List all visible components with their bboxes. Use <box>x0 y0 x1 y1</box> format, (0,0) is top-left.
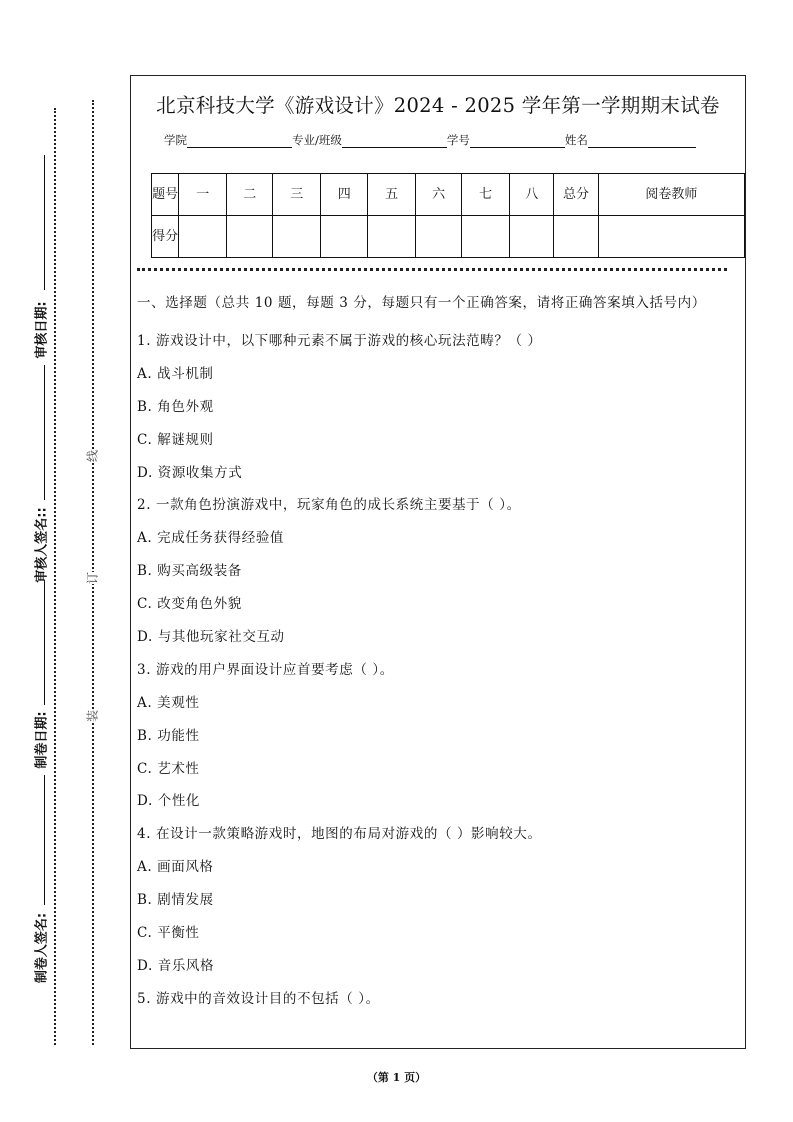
signature-line <box>44 155 45 290</box>
student-id-field[interactable] <box>470 133 565 148</box>
option: B. 购买高级装备 <box>137 563 242 580</box>
name-field[interactable] <box>588 133 696 148</box>
student-info <box>164 132 696 148</box>
college-label: 学院 <box>164 133 187 147</box>
question: 4. 在设计一款策略游戏时，地图的布局对游戏的（ ）影响较大。 <box>137 826 542 843</box>
score-cell[interactable] <box>368 216 416 258</box>
mark-zhuang: 装 <box>85 709 100 723</box>
row-label: 题号 <box>152 174 179 216</box>
maker-sign-label: 制卷人签名: <box>34 912 50 984</box>
option: D. 资源收集方式 <box>137 464 243 481</box>
header-cell: 七 <box>462 174 510 216</box>
question: 2. 一款角色扮演游戏中，玩家角色的成长系统主要基于（ ）。 <box>137 497 521 514</box>
row-label: 得分 <box>152 216 179 258</box>
header-cell: 三 <box>273 174 321 216</box>
major-label: 专业/班级 <box>292 133 342 147</box>
option: A. 画面风格 <box>137 859 214 876</box>
college-field[interactable] <box>187 133 292 148</box>
option: A. 美观性 <box>137 694 200 711</box>
option: C. 艺术性 <box>137 760 200 777</box>
score-cell[interactable] <box>510 216 554 258</box>
option: B. 功能性 <box>137 727 200 744</box>
option: B. 角色外观 <box>137 398 214 415</box>
student-id-label: 学号 <box>446 133 470 147</box>
table-row <box>152 216 745 258</box>
score-cell[interactable] <box>598 216 744 258</box>
option: C. 平衡性 <box>137 925 200 942</box>
separator-dotted <box>137 268 727 271</box>
header-cell: 四 <box>321 174 368 216</box>
exam-title: 北京科技大学《游戏设计》2024 - 2025 学年第一学期期末试卷 <box>156 94 720 117</box>
exam-frame <box>130 75 746 1049</box>
score-cell[interactable] <box>416 216 462 258</box>
binding-dotted-line-outer <box>54 108 56 1045</box>
major-field[interactable] <box>342 133 447 148</box>
mark-ding: 订 <box>85 571 100 585</box>
option: C. 解谜规则 <box>137 431 214 448</box>
header-cell: 八 <box>510 174 554 216</box>
signature-line <box>44 580 45 705</box>
page-number: （第 1 页） <box>366 1071 427 1084</box>
header-cell: 总分 <box>554 174 598 216</box>
option: D. 音乐风格 <box>137 957 215 974</box>
mark-xian: 线 <box>85 449 100 463</box>
option: C. 改变角色外貌 <box>137 596 242 613</box>
question: 3. 游戏的用户界面设计应首要考虑（ ）。 <box>137 661 394 678</box>
option: D. 个性化 <box>137 793 201 810</box>
header-cell: 一 <box>179 174 227 216</box>
header-cell: 六 <box>416 174 462 216</box>
questions <box>137 292 735 1022</box>
header-cell: 阅卷教师 <box>598 174 744 216</box>
option: D. 与其他玩家社交互动 <box>137 629 285 646</box>
question: 5. 游戏中的音效设计目的不包括（ ）。 <box>137 990 380 1007</box>
review-date-label: 审核日期: <box>34 301 50 359</box>
name-label: 姓名 <box>564 133 588 147</box>
table-row <box>152 174 745 216</box>
score-cell[interactable] <box>273 216 321 258</box>
score-table <box>151 173 745 258</box>
option: B. 剧情发展 <box>137 892 214 909</box>
score-cell[interactable] <box>179 216 227 258</box>
make-date-label: 制卷日期: <box>34 711 50 769</box>
score-cell[interactable] <box>227 216 273 258</box>
reviewer-sign-label: 审核人签名:: <box>34 507 50 583</box>
score-cell[interactable] <box>554 216 598 258</box>
score-cell[interactable] <box>321 216 368 258</box>
signature-line <box>44 365 45 500</box>
signature-line <box>44 775 45 905</box>
option: A. 完成任务获得经验值 <box>137 530 285 547</box>
header-cell: 二 <box>227 174 273 216</box>
section-heading: 一、选择题（总共 10 题，每题 3 分，每题只有一个正确答案，请将正确答案填入括号内） <box>137 295 706 311</box>
score-cell[interactable] <box>462 216 510 258</box>
question: 1. 游戏设计中，以下哪种元素不属于游戏的核心玩法范畴？（ ） <box>137 333 542 349</box>
option: A. 战斗机制 <box>137 365 214 382</box>
header-cell: 五 <box>368 174 416 216</box>
